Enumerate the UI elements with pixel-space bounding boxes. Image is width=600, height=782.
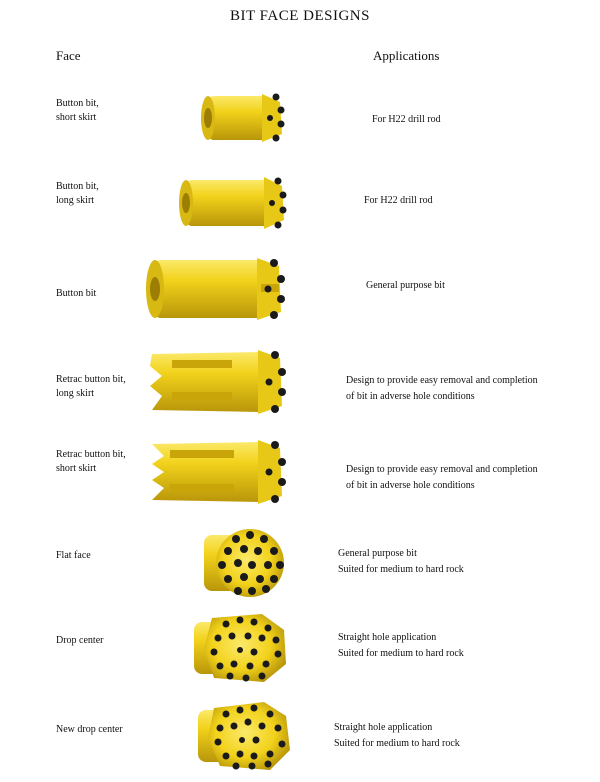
application-text: Design to provide easy removal and completion of bit in adverse hole conditions xyxy=(346,464,538,491)
flat-face-bit-image xyxy=(200,527,288,599)
retrac-button-bit-short-skirt-image xyxy=(144,436,289,508)
application-text: Straight hole application Suited for medium to hard rock xyxy=(334,722,460,749)
face-label: New drop center xyxy=(56,724,123,735)
face-label: Button bit, short skirt xyxy=(56,98,99,123)
face-label: Flat face xyxy=(56,550,91,561)
application-text: Straight hole application Suited for medium to hard rock xyxy=(338,632,464,659)
face-label: Retrac button bit, short skirt xyxy=(56,449,126,474)
face-label: Button bit xyxy=(56,288,97,299)
button-bit-image xyxy=(143,254,288,324)
retrac-button-bit-long-skirt-image xyxy=(144,346,289,418)
application-text: For H22 drill rod xyxy=(372,114,441,125)
application-text: Design to provide easy removal and completion of bit in adverse hole conditions xyxy=(346,375,538,402)
page-title: BIT FACE DESIGNS xyxy=(230,8,370,24)
face-label: Retrac button bit, long skirt xyxy=(56,374,126,399)
applications-column-header: Applications xyxy=(373,48,440,63)
face-label: Button bit, long skirt xyxy=(56,181,99,206)
face-column-header: Face xyxy=(56,48,81,63)
application-text: General purpose bit Suited for medium to hard rock xyxy=(338,548,464,575)
button-bit-short-skirt-image xyxy=(196,88,286,148)
face-label: Drop center xyxy=(56,635,104,646)
application-text: General purpose bit xyxy=(366,280,445,291)
button-bit-long-skirt-image xyxy=(176,172,288,234)
new-drop-center-bit-image xyxy=(196,700,291,772)
application-text: For H22 drill rod xyxy=(364,195,433,206)
drop-center-bit-image xyxy=(192,612,287,684)
